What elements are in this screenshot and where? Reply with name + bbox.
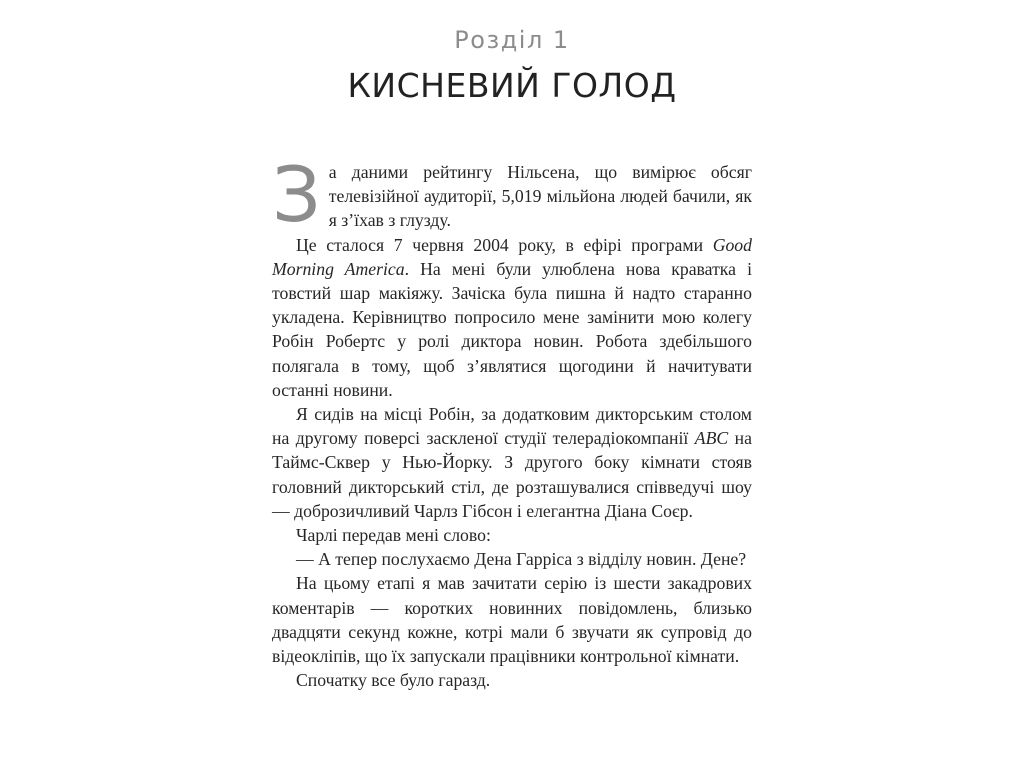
paragraph-1-text: а даними рейтингу Нільсена, що вимірює обсяг телевізійної аудиторії, 5,019 мільйона людей бачили, як я з’їхав з глузду. bbox=[328, 162, 752, 231]
paragraph-7: Спочатку все було гаразд. bbox=[296, 670, 491, 691]
paragraph-2-text-a: Це сталося 7 червня 2004 року, в ефірі програми bbox=[296, 234, 713, 255]
paragraph-3 bbox=[272, 402, 752, 523]
paragraph-1 bbox=[272, 150, 752, 239]
paragraph-5: — А тепер послухаємо Дена Гарріса з відділу новин. Дене? bbox=[296, 549, 747, 570]
paragraph-6: На цьому етапі я мав зачитати серію із шести закадрових коментарів — коротких новинних повідомлень, близько двадцяти секунд кожне, котрі мали б звучати як супровід до відеокліпів, що їх запускали працівники контрольної кімнати. bbox=[272, 573, 752, 667]
program-title: Good Morning America bbox=[272, 234, 752, 279]
paragraph-3-text-a: Я сидів на місці Робін, за додатковим дикторським столом на другому поверсі заскленої студії телерадіокомпанії bbox=[272, 404, 752, 449]
paragraph-4: Чарлі передав мені слово: bbox=[296, 525, 491, 546]
drop-cap-letter: З bbox=[272, 150, 321, 239]
paragraph-3-text-b: на Таймс-Сквер у Нью-Йорку. З другого боку кімнати стояв головний дикторський стіл, де розташувалися співведучі шоу — доброзичливий Чарлз Гібсон і елегантна Діана Соєр. bbox=[272, 428, 752, 521]
paragraph-2-text-b: . На мені були улюблена нова краватка і товстий шар макіяжу. Зачіска була пишна й надто старанно укладена. Керівництво попросило мене замінити мою колегу Робін Робертс у ролі диктора новин. Робота здебільшого полягала в тому, щоб з’являтися щогодини й начитувати останні новини. bbox=[272, 258, 752, 400]
network-name: ABC bbox=[694, 428, 729, 449]
chapter-title: КИСНЕВИЙ ГОЛОД bbox=[347, 66, 677, 105]
paragraph-2 bbox=[272, 233, 752, 402]
chapter-text bbox=[272, 150, 752, 692]
chapter-number: Розділ 1 bbox=[454, 26, 570, 54]
